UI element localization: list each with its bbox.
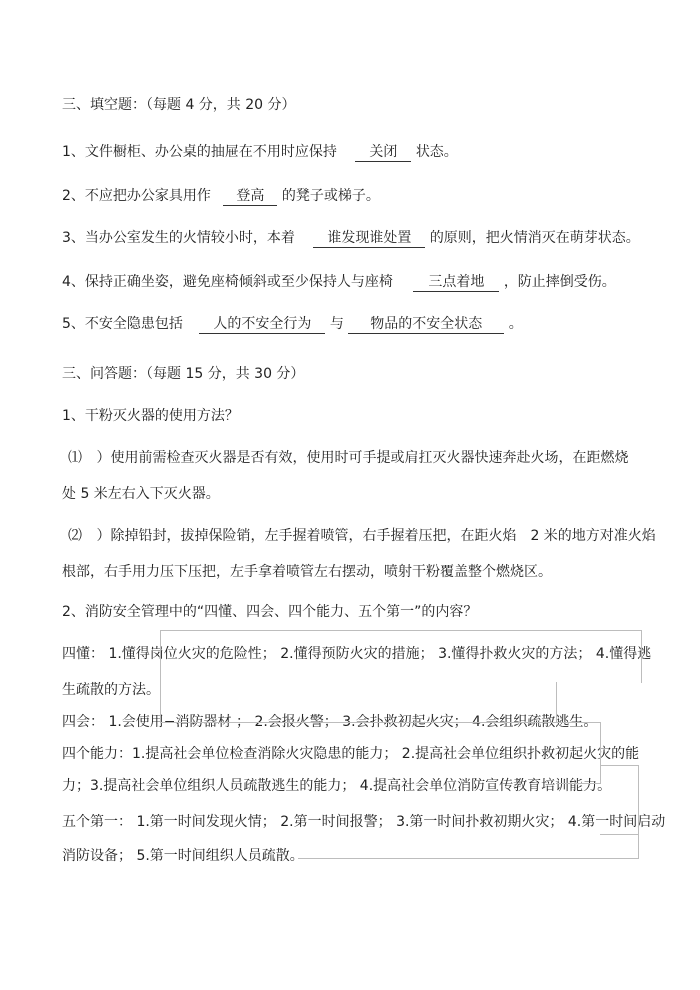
- fill-q4-answer: 三点着地: [413, 274, 499, 292]
- fill-q3-suffix: 的原则，把火情消灭在萌芽状态。: [429, 230, 640, 246]
- fill-section-heading: 三、填空题：（每题 4 分，共 20 分）: [62, 97, 296, 113]
- qa-q1-step-2-line-2: 根部，右手用力压下压把，左手拿着喷管左右摆动，喷射干粉覆盖整个燃烧区。: [62, 564, 552, 580]
- qa-q1-step-2-marker: ⑵: [68, 528, 82, 544]
- qa-q2-diyi-line-1: 五个第一： 1.第一时间发现火情； 2.第一时间报警； 3.第一时间扑救初期火灾； 4.第一时间启动: [62, 814, 666, 830]
- qa-q2-sihui: 四会： 1.会使用−消防器材 ； 2.会报火警； 3.会扑救初起火灾； 4.会组织疏散逃生。: [62, 714, 598, 730]
- fill-question-1: [62, 142, 458, 162]
- qa-q1-step-2-text: ）除掉铅封，拔掉保险销，左手握着喷管，右手握着压把，在距火焰 2 米的地方对准火焰: [96, 528, 656, 544]
- fill-q1-answer: 关闭: [355, 144, 411, 162]
- fill-q5-middle: 与: [329, 316, 344, 332]
- fill-q3-answer: 谁发现谁处置: [313, 230, 425, 248]
- qa-q2-diyi-line-2: 消防设备； 5.第一时间组织人员疏散。: [62, 848, 304, 864]
- annotation-frame-2: [160, 682, 557, 723]
- qa-question-1-title: 1、干粉灭火器的使用方法？: [62, 408, 239, 424]
- fill-q1-prefix: 1、文件橱柜、办公桌的抽屉在不用时应保持: [62, 144, 337, 160]
- qa-question-2-title: 2、消防安全管理中的“四懂、四会、四个能力、五个第一”的内容？: [62, 604, 478, 620]
- fill-q5-suffix: 。: [508, 316, 523, 332]
- qa-q2-sidong-line-2: 生疏散的方法。: [62, 682, 160, 698]
- qa-q1-step-1-line-2: 处 5 米左右入下灭火器。: [62, 486, 220, 502]
- qa-q1-step-1-marker: ⑴: [68, 450, 82, 466]
- qa-q2-sidong-line-1: 四懂： 1.懂得岗位火灾的危险性； 2.懂得预防火灾的措施； 3.懂得扑救火灾的方法； 4.懂得逃: [62, 646, 652, 662]
- fill-q2-answer: 登高: [223, 188, 277, 206]
- annotation-frame-3: [556, 722, 601, 784]
- fill-q5-prefix: 5、不安全隐患包括: [62, 316, 183, 332]
- fill-q3-prefix: 3、当办公室发生的火情较小时，本着: [62, 230, 295, 246]
- fill-question-3: [62, 228, 640, 248]
- qa-q2-nengli-line-1: 四个能力：1.提高社会单位检查消除火灾隐患的能力； 2.提高社会单位组织扑救初起火灾的能: [62, 746, 640, 762]
- fill-q4-suffix: ，防止摔倒受伤。: [503, 274, 616, 290]
- fill-q4-prefix: 4、保持正确坐姿，避免座椅倾斜或至少保持人与座椅: [62, 274, 393, 290]
- qa-q1-step-1-line-1: [62, 448, 628, 468]
- fill-q5-answer-2: 物品的不安全状态: [348, 316, 504, 334]
- fill-question-2: [62, 186, 380, 206]
- fill-q5-answer-1: 人的不安全行为: [199, 316, 325, 334]
- annotation-frame-1: [160, 630, 642, 683]
- fill-question-5: [62, 314, 523, 334]
- fill-q2-suffix: 的凳子或梯子。: [281, 188, 380, 204]
- fill-question-4: [62, 272, 616, 292]
- qa-section-heading: 三、问答题：（每题 15 分，共 30 分）: [62, 366, 305, 382]
- annotation-frame-5: [298, 820, 639, 859]
- fill-q2-prefix: 2、不应把办公家具用作: [62, 188, 211, 204]
- qa-q1-step-2-line-1: [62, 526, 656, 546]
- fill-q1-suffix: 状态。: [415, 144, 458, 160]
- qa-q1-step-1-text: ）使用前需检查灭火器是否有效，使用时可手提或肩扛灭火器快速奔赴火场，在距燃烧: [96, 450, 629, 466]
- qa-q2-nengli-line-2: 力；3.提高社会单位组织人员疏散逃生的能力； 4.提高社会单位消防宣传教育培训能力。: [62, 778, 612, 794]
